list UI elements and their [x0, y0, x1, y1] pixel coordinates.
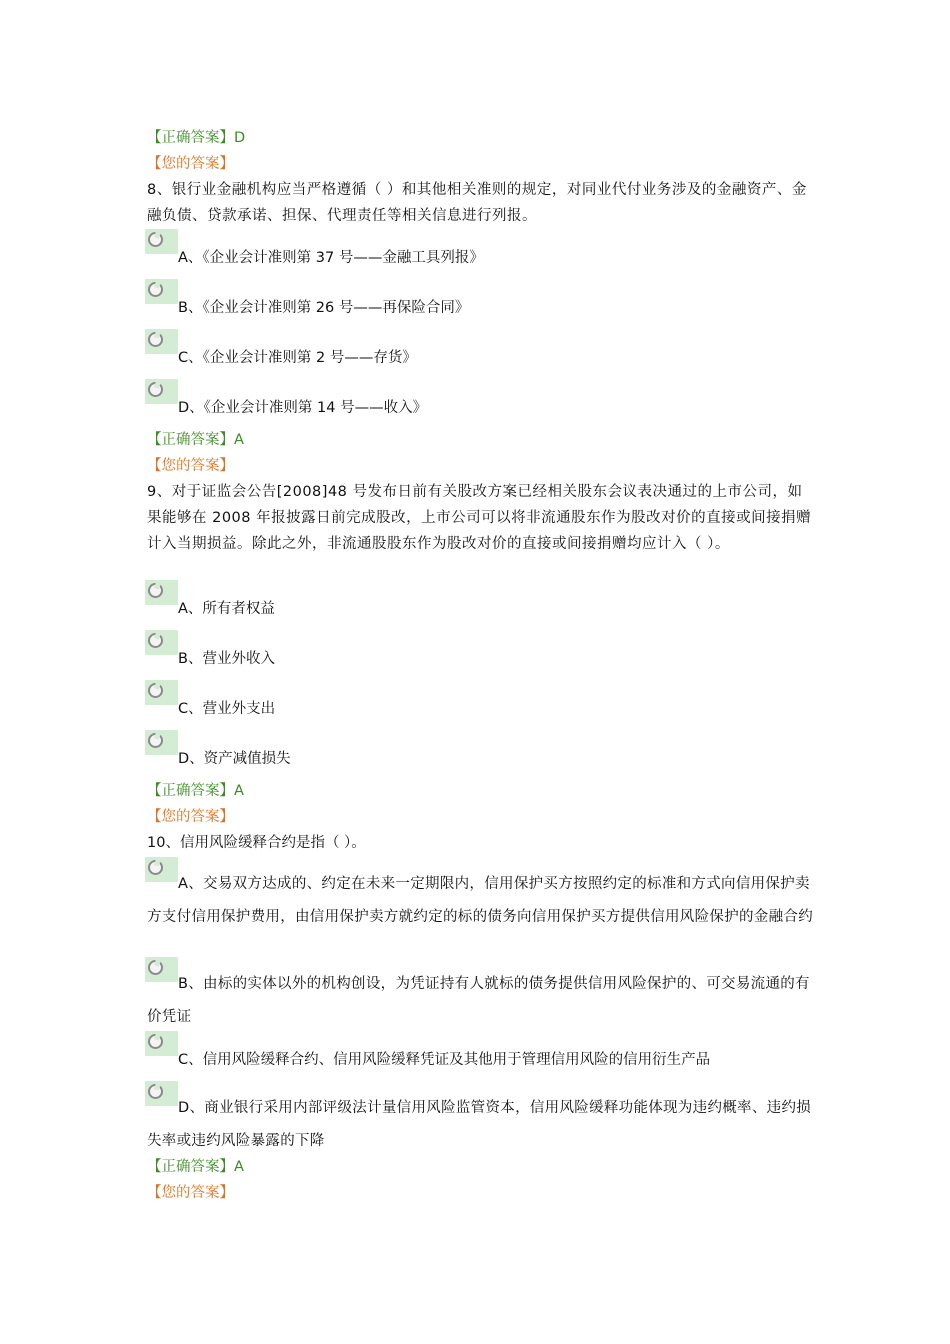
q8-option-c: C、《企业会计准则第 2 号——存货》: [178, 350, 417, 366]
q8-option-b: B、《企业会计准则第 26 号——再保险合同》: [178, 300, 470, 316]
q10-option-c: C、信用风险缓释合约、信用风险缓释凭证及其他用于管理信用风险的信用衍生产品: [178, 1052, 711, 1068]
your-answer-9: 【您的答案】: [147, 809, 234, 825]
correct-answer-9: 【正确答案】A: [147, 783, 244, 799]
correct-answer-8: 【正确答案】A: [147, 432, 244, 448]
q10-option-b: B、由标的实体以外的机构创设，为凭证持有人就标的债务提供信用风险保护的、可交易流通的有价凭证: [147, 976, 810, 1025]
question-10-text: 10、信用风险缓释合约是指（ ）。: [147, 835, 366, 851]
your-answer-7: 【您的答案】: [147, 156, 234, 172]
question-9-text: 9、对于证监会公告[2008]48 号发布日前有关股改方案已经相关股东会议表决通过的上市公司，如果能够在 2008 年报披露日前完成股改，上市公司可以将非流通股东作为股改对价的直接或间接捐赠计入当期损益。除此之外，非流通股股东作为股改对价的直接或间接捐赠均应计入（ ）。: [147, 484, 812, 552]
question-8-text: 8、银行业金融机构应当严格遵循（ ）和其他相关准则的规定，对同业代付业务涉及的金融资产、金融负债、贷款承诺、担保、代理责任等相关信息进行列报。: [147, 182, 807, 224]
q8-option-d: D、《企业会计准则第 14 号——收入》: [178, 400, 428, 416]
radio-button-icon[interactable]: [145, 680, 178, 705]
correct-answer-10: 【正确答案】A: [147, 1159, 244, 1175]
your-answer-10: 【您的答案】: [147, 1185, 234, 1201]
q9-option-a: A、所有者权益: [178, 601, 275, 617]
correct-answer-7: 【正确答案】D: [147, 130, 246, 146]
radio-button-icon[interactable]: [145, 379, 178, 404]
q9-option-b: B、营业外收入: [178, 651, 275, 667]
radio-button-icon[interactable]: [145, 1031, 178, 1056]
q8-option-a: A、《企业会计准则第 37 号——金融工具列报》: [178, 250, 484, 266]
radio-button-icon[interactable]: [145, 329, 178, 354]
radio-button-icon[interactable]: [145, 580, 178, 605]
q10-option-a: A、交易双方达成的、约定在未来一定期限内，信用保护买方按照约定的标准和方式向信用保护卖方支付信用保护费用，由信用保护卖方就约定的标的债务向信用保护买方提供信用风险保护的金融合约: [147, 876, 813, 925]
q9-option-d: D、资产减值损失: [178, 751, 291, 767]
q9-option-c: C、营业外支出: [178, 701, 276, 717]
radio-button-icon[interactable]: [145, 730, 178, 755]
q10-option-d: D、商业银行采用内部评级法计量信用风险监管资本，信用风险缓释功能体现为违约概率、违约损失率或违约风险暴露的下降: [147, 1100, 812, 1149]
radio-button-icon[interactable]: [145, 279, 178, 304]
your-answer-8: 【您的答案】: [147, 458, 234, 474]
radio-button-icon[interactable]: [145, 229, 178, 254]
radio-button-icon[interactable]: [145, 630, 178, 655]
